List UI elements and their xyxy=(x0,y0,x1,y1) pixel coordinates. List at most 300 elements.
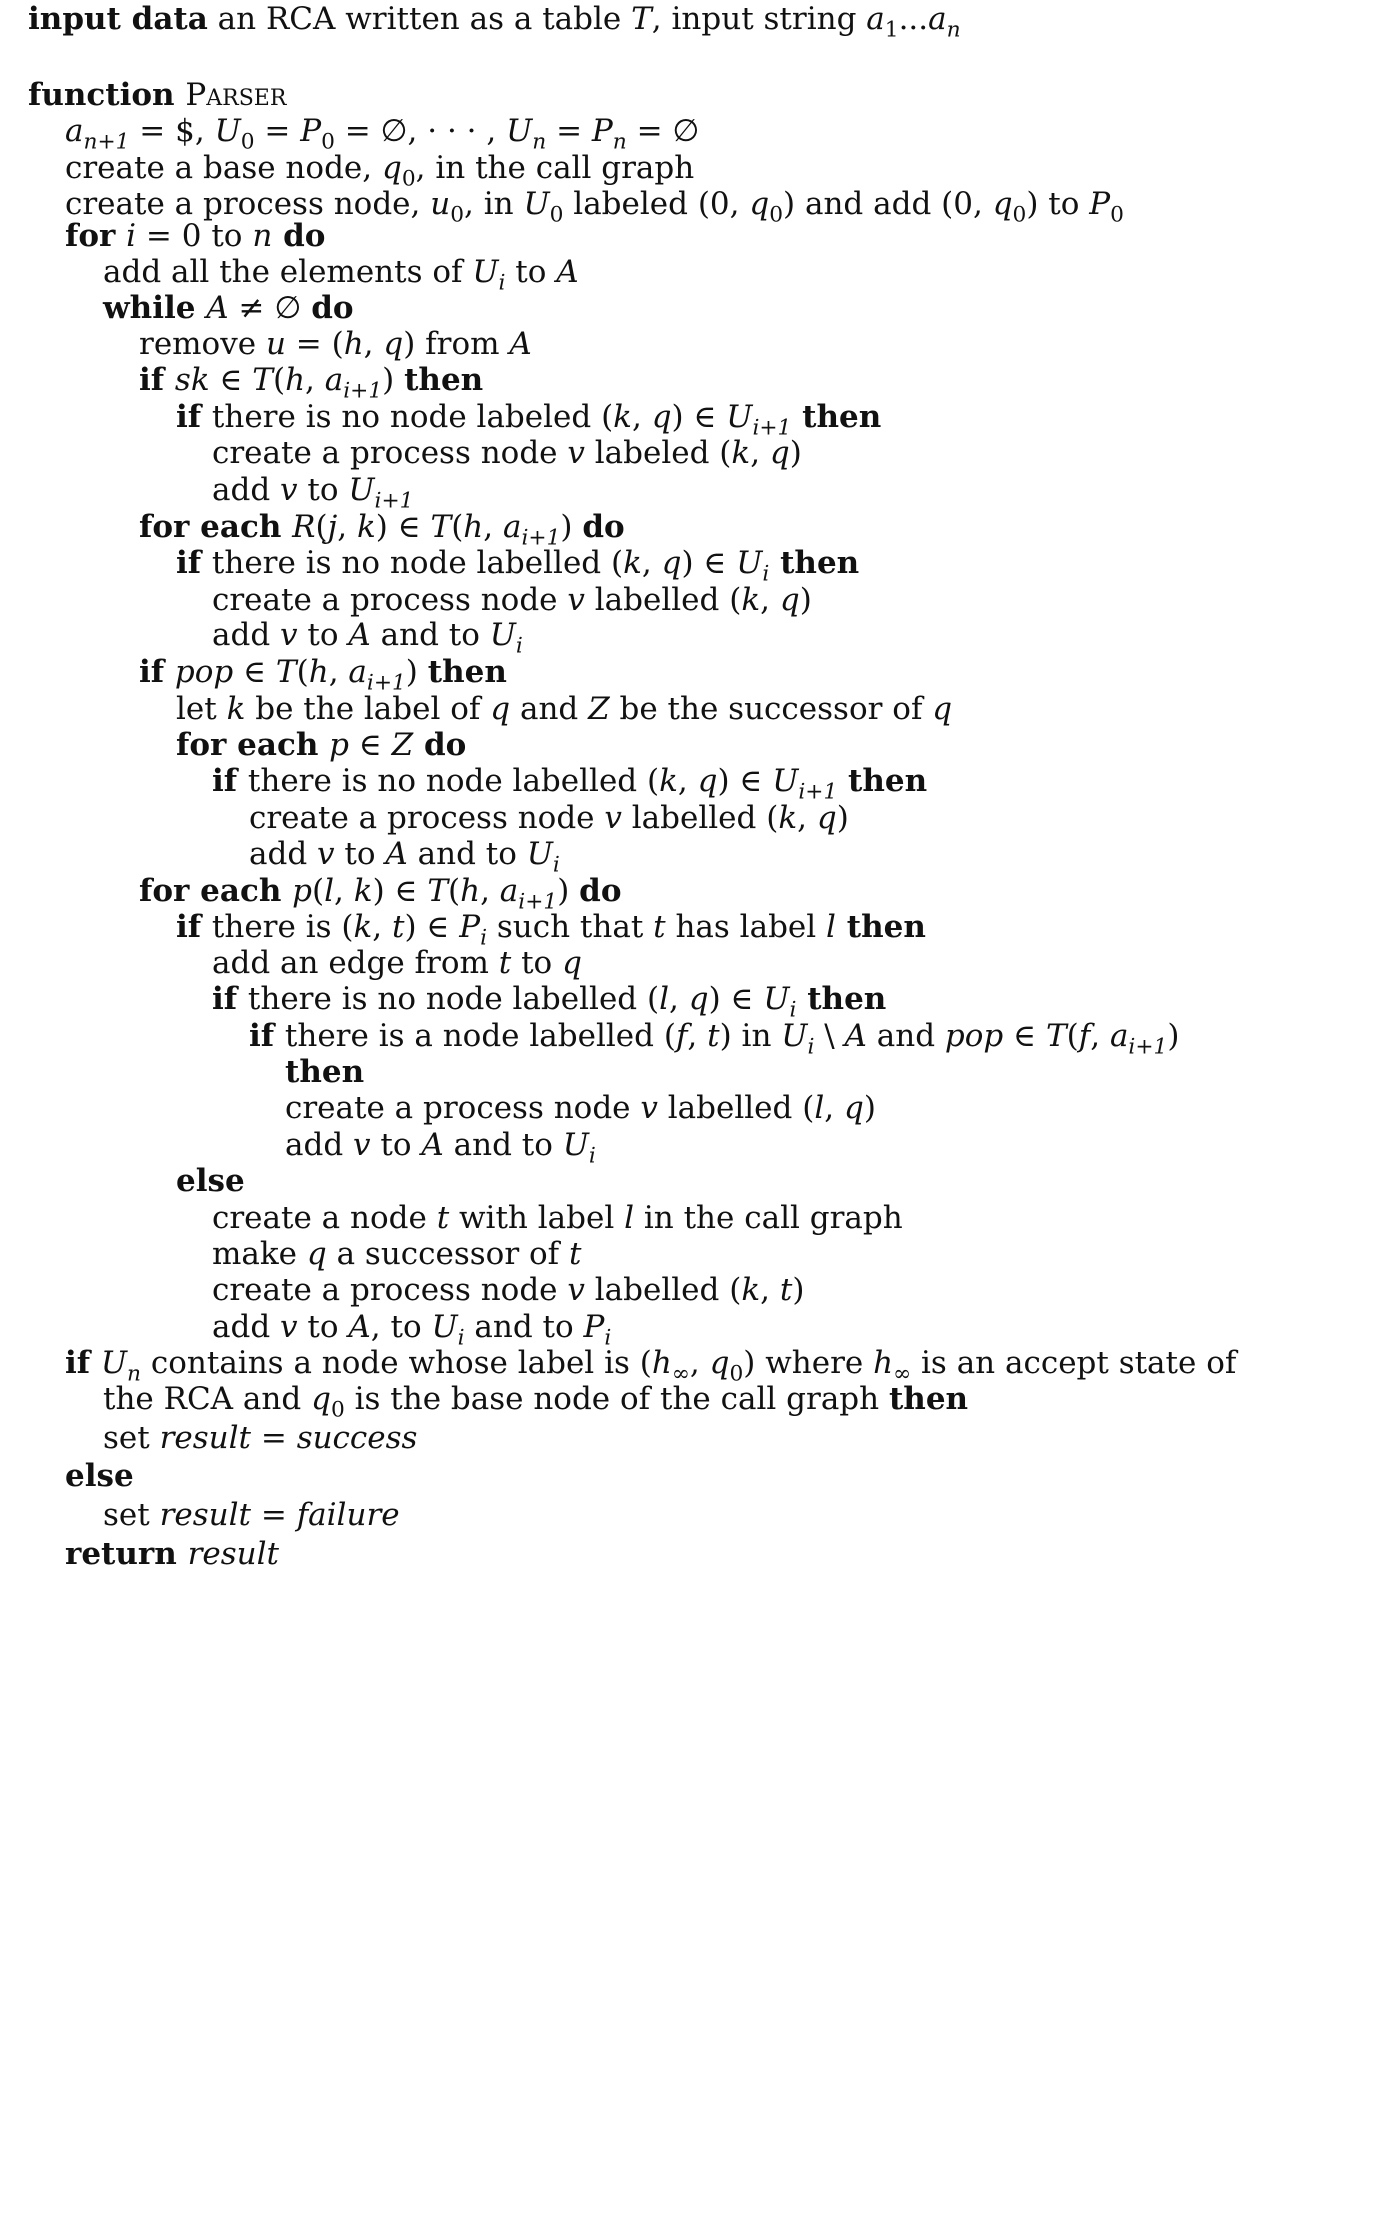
subscript: 0 xyxy=(1110,202,1124,228)
text-segment: ) ∈ xyxy=(708,981,764,1017)
text-segment: ) ∈ xyxy=(375,509,431,545)
text-segment: has label xyxy=(665,909,827,945)
keyword: for each xyxy=(139,509,293,545)
math-variable: h xyxy=(343,326,364,362)
math-variable: q xyxy=(311,1381,331,1417)
text-segment: , in xyxy=(464,186,524,222)
text-segment: add xyxy=(285,1127,354,1163)
keyword: input data xyxy=(28,1,208,37)
math-variable: sk xyxy=(174,362,210,398)
math-variable: pop xyxy=(174,654,234,690)
algorithm-line xyxy=(103,290,354,326)
math-symbol: T xyxy=(1045,1018,1067,1054)
text-segment: labelled ( xyxy=(657,1090,815,1126)
text-segment: = ( xyxy=(285,326,344,362)
algorithm-line xyxy=(103,1420,418,1456)
text-segment: ) xyxy=(405,654,428,690)
text-segment: , to xyxy=(370,1309,432,1345)
math-variable: v xyxy=(280,617,298,653)
algorithm-line xyxy=(212,1200,903,1236)
text-segment: create a process node xyxy=(212,1272,568,1308)
keyword: if xyxy=(176,399,212,435)
text-segment: = xyxy=(254,113,301,149)
text-segment: = xyxy=(251,1497,297,1533)
math-variable: U xyxy=(489,617,516,653)
algorithm-line xyxy=(65,186,1124,228)
text-segment: there is no node labeled ( xyxy=(211,399,614,435)
math-variable: U xyxy=(348,472,375,508)
math-variable: h xyxy=(308,654,329,690)
algorithm-line xyxy=(212,472,414,514)
algorithm-line xyxy=(212,981,887,1023)
math-variable: l xyxy=(624,1200,635,1236)
text-segment: a successor of xyxy=(326,1236,570,1272)
math-variable: a xyxy=(348,654,367,690)
text-segment: ) xyxy=(789,435,802,471)
subscript: i xyxy=(762,561,770,587)
algorithm-line xyxy=(212,1309,612,1351)
algorithm-line xyxy=(65,113,700,155)
math-variable: q xyxy=(661,545,682,581)
subscript: i xyxy=(789,997,797,1023)
math-variable: U xyxy=(526,836,553,872)
math-variable: v xyxy=(567,582,585,618)
text-segment: to xyxy=(297,1309,349,1345)
keyword: return xyxy=(65,1536,188,1572)
keyword: if xyxy=(139,362,175,398)
math-variable: t xyxy=(391,909,405,945)
subscript: i xyxy=(480,925,487,951)
math-variable: q xyxy=(306,1236,327,1272)
algorithm-line xyxy=(212,945,582,981)
algorithm-line xyxy=(176,545,860,587)
math-variable: q xyxy=(992,186,1013,222)
text-segment: an RCA written as a table xyxy=(207,1,632,37)
math-variable: U xyxy=(506,113,533,149)
text-segment: ) ∈ xyxy=(717,763,773,799)
algorithm-line xyxy=(139,362,484,404)
text-segment: be the label of xyxy=(245,691,491,727)
math-variable: a xyxy=(502,509,522,545)
math-variable: k xyxy=(356,509,376,545)
math-variable: h xyxy=(651,1345,672,1381)
text-segment: , xyxy=(337,509,357,545)
text-segment: , xyxy=(677,763,698,799)
math-variable: t xyxy=(569,1236,582,1272)
text-segment: , xyxy=(372,909,392,945)
math-variable: A xyxy=(385,836,408,872)
math-variable: k xyxy=(623,545,642,581)
math-variable: q xyxy=(932,691,953,727)
text-segment: and to xyxy=(407,836,527,872)
text-segment: , xyxy=(797,800,817,836)
text-segment: ) ∈ xyxy=(372,873,428,909)
text-segment: ( xyxy=(296,654,309,690)
text-segment: , xyxy=(760,1272,780,1308)
text-segment: is an accept state of xyxy=(911,1345,1237,1381)
text-segment: ∈ xyxy=(349,727,392,763)
text-segment: there is a node labelled ( xyxy=(284,1018,676,1054)
text-segment: ∈ xyxy=(209,362,253,398)
math-variable: h xyxy=(285,362,306,398)
math-variable: h xyxy=(463,509,484,545)
text-segment: and to xyxy=(464,1309,584,1345)
text-segment: add xyxy=(212,472,281,508)
math-symbol: T xyxy=(252,362,273,398)
text-segment: ) from xyxy=(403,326,510,362)
function-name: Parser xyxy=(185,77,287,113)
text-segment: , xyxy=(641,545,662,581)
math-variable: q xyxy=(697,763,718,799)
algorithm-line xyxy=(28,77,287,113)
math-variable: A xyxy=(206,290,229,326)
math-variable: q xyxy=(688,981,709,1017)
subscript: 0 xyxy=(321,129,335,155)
math-variable: t xyxy=(653,909,666,945)
text-segment: create a process node xyxy=(212,582,568,618)
math-variable: l xyxy=(814,1090,825,1126)
text-segment: add xyxy=(212,617,281,653)
math-variable: n xyxy=(252,218,273,254)
text-segment: create a base node, xyxy=(65,150,382,186)
keyword: if xyxy=(212,981,248,1017)
keyword: then xyxy=(888,1381,969,1417)
text-segment: ... xyxy=(898,1,929,37)
text-segment: ≠ ∅ xyxy=(228,290,312,326)
subscript: 1 xyxy=(884,17,899,43)
math-variable: q xyxy=(381,150,402,186)
text-segment: such that xyxy=(487,909,654,945)
math-variable: a xyxy=(499,873,519,909)
text-segment: ) ∈ xyxy=(681,545,737,581)
math-variable: P xyxy=(300,113,322,149)
math-variable: a xyxy=(65,113,84,149)
keyword: for each xyxy=(176,727,330,763)
subscript: i xyxy=(498,270,506,296)
math-symbol: R xyxy=(292,509,316,545)
algorithm-line xyxy=(103,254,579,296)
text-segment: , xyxy=(760,582,780,618)
algorithm-line xyxy=(176,399,882,441)
algorithm-line xyxy=(139,873,622,915)
text-segment: to xyxy=(297,617,349,653)
algorithm-line xyxy=(139,654,507,696)
keyword: for each xyxy=(139,873,293,909)
keyword: else xyxy=(65,1458,134,1494)
keyword: do xyxy=(311,290,354,326)
text-segment: , xyxy=(824,1090,844,1126)
text-segment: create a process node xyxy=(285,1090,641,1126)
text-segment: labeled (0, xyxy=(563,186,750,222)
math-variable: result xyxy=(159,1420,251,1456)
math-variable: p xyxy=(292,873,313,909)
math-variable: l xyxy=(659,981,670,1017)
keyword: if xyxy=(249,1018,285,1054)
math-variable: v xyxy=(280,1309,298,1345)
algorithm-line xyxy=(285,1054,365,1090)
text-segment: ) xyxy=(863,1090,876,1126)
keyword: do xyxy=(413,727,467,763)
math-variable: success xyxy=(296,1420,418,1456)
math-variable: U xyxy=(100,1345,128,1381)
math-variable: pop xyxy=(944,1018,1004,1054)
subscript: i+1 xyxy=(752,415,792,441)
math-variable: j xyxy=(327,509,338,545)
math-variable: v xyxy=(640,1090,658,1126)
keyword: if xyxy=(176,909,212,945)
text-segment: ) xyxy=(1167,1018,1180,1054)
text-segment: make xyxy=(212,1236,307,1272)
text-segment: ) and add (0, xyxy=(783,186,993,222)
text-segment: = xyxy=(251,1420,297,1456)
math-variable: k xyxy=(659,763,678,799)
text-segment: to xyxy=(505,254,557,290)
text-segment: , xyxy=(687,1018,708,1054)
text-segment: , xyxy=(480,873,500,909)
text-segment: , in the call graph xyxy=(415,150,695,186)
text-segment: , xyxy=(669,981,689,1017)
math-symbol: T xyxy=(631,1,652,37)
text-segment: there is no node labelled ( xyxy=(247,981,660,1017)
text-segment: , xyxy=(689,1345,710,1381)
subscript: 0 xyxy=(240,129,255,155)
math-variable: k xyxy=(731,435,751,471)
subscript: n xyxy=(127,1361,142,1387)
math-variable: v xyxy=(317,836,335,872)
text-segment: ∈ xyxy=(233,654,276,690)
algorithm-line xyxy=(65,1458,134,1494)
math-variable: h xyxy=(460,873,481,909)
algorithm-line xyxy=(212,763,928,805)
subscript: 0 xyxy=(401,166,416,192)
math-variable: p xyxy=(329,727,350,763)
algorithm-line xyxy=(249,1018,1180,1060)
algorithm-line xyxy=(176,691,953,727)
subscript: i+1 xyxy=(1128,1034,1168,1060)
math-variable: U xyxy=(781,1018,808,1054)
subscript: 0 xyxy=(549,202,564,228)
text-segment: to xyxy=(297,472,349,508)
keyword: for xyxy=(65,218,127,254)
text-segment: ) xyxy=(792,1272,805,1308)
algorithm-line xyxy=(65,150,695,192)
keyword: then xyxy=(427,654,507,690)
math-variable: q xyxy=(490,691,511,727)
math-variable: q xyxy=(562,945,582,981)
text-segment: create a process node, xyxy=(65,186,431,222)
subscript: 0 xyxy=(729,1361,744,1387)
math-variable: k xyxy=(613,399,632,435)
math-variable: A xyxy=(509,326,532,362)
math-variable: U xyxy=(431,1309,458,1345)
math-variable: t xyxy=(707,1018,720,1054)
text-segment: ) xyxy=(382,362,405,398)
math-variable: a xyxy=(1109,1018,1129,1054)
text-segment: there is no node labelled ( xyxy=(247,763,660,799)
subscript: i xyxy=(552,852,560,878)
algorithm-line xyxy=(285,1127,596,1169)
math-variable: U xyxy=(772,763,799,799)
text-segment: the RCA and xyxy=(103,1381,312,1417)
keyword: then xyxy=(404,362,484,398)
text-segment: add xyxy=(249,836,318,872)
math-variable: U xyxy=(214,113,241,149)
math-variable: a xyxy=(324,362,344,398)
math-variable: a xyxy=(928,1,947,37)
text-segment: labelled ( xyxy=(621,800,779,836)
subscript: i+1 xyxy=(798,779,838,805)
math-variable: k xyxy=(741,1272,761,1308)
subscript: i xyxy=(457,1325,465,1351)
math-variable: result xyxy=(159,1497,251,1533)
text-segment: , xyxy=(363,326,384,362)
algorithm-line xyxy=(212,1236,582,1272)
text-segment: , input string xyxy=(651,1,867,37)
math-variable: Z xyxy=(391,727,414,763)
keyword: while xyxy=(103,290,207,326)
algorithm-line xyxy=(212,582,812,618)
math-variable: Z xyxy=(588,691,610,727)
keyword: do xyxy=(582,509,625,545)
text-segment: ( xyxy=(315,509,328,545)
subscript: i+1 xyxy=(343,378,383,404)
text-segment: = 0 to xyxy=(136,218,253,254)
subscript: n xyxy=(532,129,547,155)
keyword: do xyxy=(272,218,326,254)
subscript: i+1 xyxy=(521,525,561,551)
text-segment: , xyxy=(483,509,503,545)
text-segment: ) xyxy=(560,509,583,545)
subscript: 0 xyxy=(450,202,465,228)
text-segment: ) to xyxy=(1026,186,1090,222)
text-segment: ) in xyxy=(719,1018,782,1054)
text-segment: ∈ xyxy=(1003,1018,1046,1054)
subscript: i xyxy=(588,1143,596,1169)
text-segment: with label xyxy=(449,1200,625,1236)
algorithm-line xyxy=(249,800,849,836)
subscript: 0 xyxy=(330,1397,345,1423)
keyword: then xyxy=(835,909,926,945)
math-variable: q xyxy=(769,435,790,471)
subscript: i+1 xyxy=(374,488,414,514)
math-variable: U xyxy=(472,254,499,290)
text-segment: add an edge from xyxy=(212,945,499,981)
text-segment: ( xyxy=(312,873,325,909)
text-segment: ( xyxy=(448,873,461,909)
math-variable: P xyxy=(459,909,481,945)
text-segment: and xyxy=(510,691,589,727)
keyword: if xyxy=(65,1345,101,1381)
subscript: i+1 xyxy=(366,670,406,696)
text-segment: in the call graph xyxy=(634,1200,903,1236)
keyword: if xyxy=(176,545,212,581)
algorithm-line xyxy=(176,1163,245,1199)
math-variable: v xyxy=(353,1127,371,1163)
text-segment: labelled ( xyxy=(584,1272,742,1308)
algorithm-line xyxy=(103,1497,400,1533)
text-segment: create a process node xyxy=(212,435,568,471)
math-variable: k xyxy=(353,873,373,909)
math-variable: result xyxy=(187,1536,279,1572)
keyword: then xyxy=(285,1054,365,1090)
text-segment: there is ( xyxy=(211,909,354,945)
text-segment: add all the elements of xyxy=(103,254,473,290)
math-variable: A xyxy=(844,1018,867,1054)
math-variable: i xyxy=(126,218,137,254)
algorithm-line xyxy=(139,509,625,551)
algorithm-line xyxy=(65,1536,279,1572)
text-segment: to xyxy=(334,836,386,872)
math-variable: q xyxy=(749,186,770,222)
text-segment: add xyxy=(212,1309,281,1345)
math-variable: A xyxy=(348,1309,371,1345)
subscript: i+1 xyxy=(518,889,558,915)
algorithm-line xyxy=(249,836,560,878)
math-variable: a xyxy=(866,1,885,37)
math-variable: P xyxy=(1089,186,1111,222)
math-variable: u xyxy=(265,326,286,362)
math-variable: U xyxy=(736,545,763,581)
keyword: then xyxy=(837,763,928,799)
text-segment: and to xyxy=(443,1127,563,1163)
text-segment: ) ∈ xyxy=(671,399,727,435)
math-variable: q xyxy=(816,800,837,836)
math-symbol: T xyxy=(275,654,297,690)
subscript: 0 xyxy=(769,202,784,228)
text-segment: , xyxy=(328,654,349,690)
text-segment: = ∅, · · · , xyxy=(334,113,507,149)
text-segment: there is no node labelled ( xyxy=(211,545,624,581)
algorithm-line xyxy=(139,326,532,362)
math-variable: U xyxy=(523,186,550,222)
subscript: n xyxy=(612,129,627,155)
math-variable: k xyxy=(353,909,373,945)
text-segment: and to xyxy=(370,617,490,653)
algorithm-line xyxy=(212,617,523,659)
subscript: i xyxy=(807,1034,815,1060)
text-segment: ( xyxy=(1066,1018,1079,1054)
math-variable: v xyxy=(280,472,298,508)
math-variable: t xyxy=(498,945,512,981)
math-symbol: T xyxy=(427,873,448,909)
keyword: then xyxy=(791,399,882,435)
subscript: ∞ xyxy=(671,1361,690,1387)
algorithm-line xyxy=(28,1,961,43)
math-variable: q xyxy=(709,1345,730,1381)
text-segment: contains a node whose label is ( xyxy=(141,1345,652,1381)
algorithm-line xyxy=(65,1345,1237,1387)
text-segment: labelled ( xyxy=(584,582,742,618)
algorithm-line xyxy=(176,909,926,951)
math-variable: k xyxy=(226,691,246,727)
text-segment: = $, xyxy=(129,113,215,149)
math-variable: failure xyxy=(296,1497,400,1533)
keyword: else xyxy=(176,1163,245,1199)
text-segment: let xyxy=(176,691,227,727)
text-segment: to xyxy=(511,945,563,981)
text-segment: set xyxy=(103,1497,160,1533)
subscript: 0 xyxy=(1012,202,1027,228)
algorithm-line xyxy=(285,1090,876,1126)
text-segment: ) where xyxy=(743,1345,874,1381)
math-variable: h xyxy=(873,1345,894,1381)
algorithm-line xyxy=(103,1381,969,1423)
math-variable: P xyxy=(591,113,613,149)
subscript: i xyxy=(604,1325,612,1351)
math-variable: A xyxy=(556,254,579,290)
math-variable: q xyxy=(651,399,672,435)
keyword: if xyxy=(139,654,175,690)
